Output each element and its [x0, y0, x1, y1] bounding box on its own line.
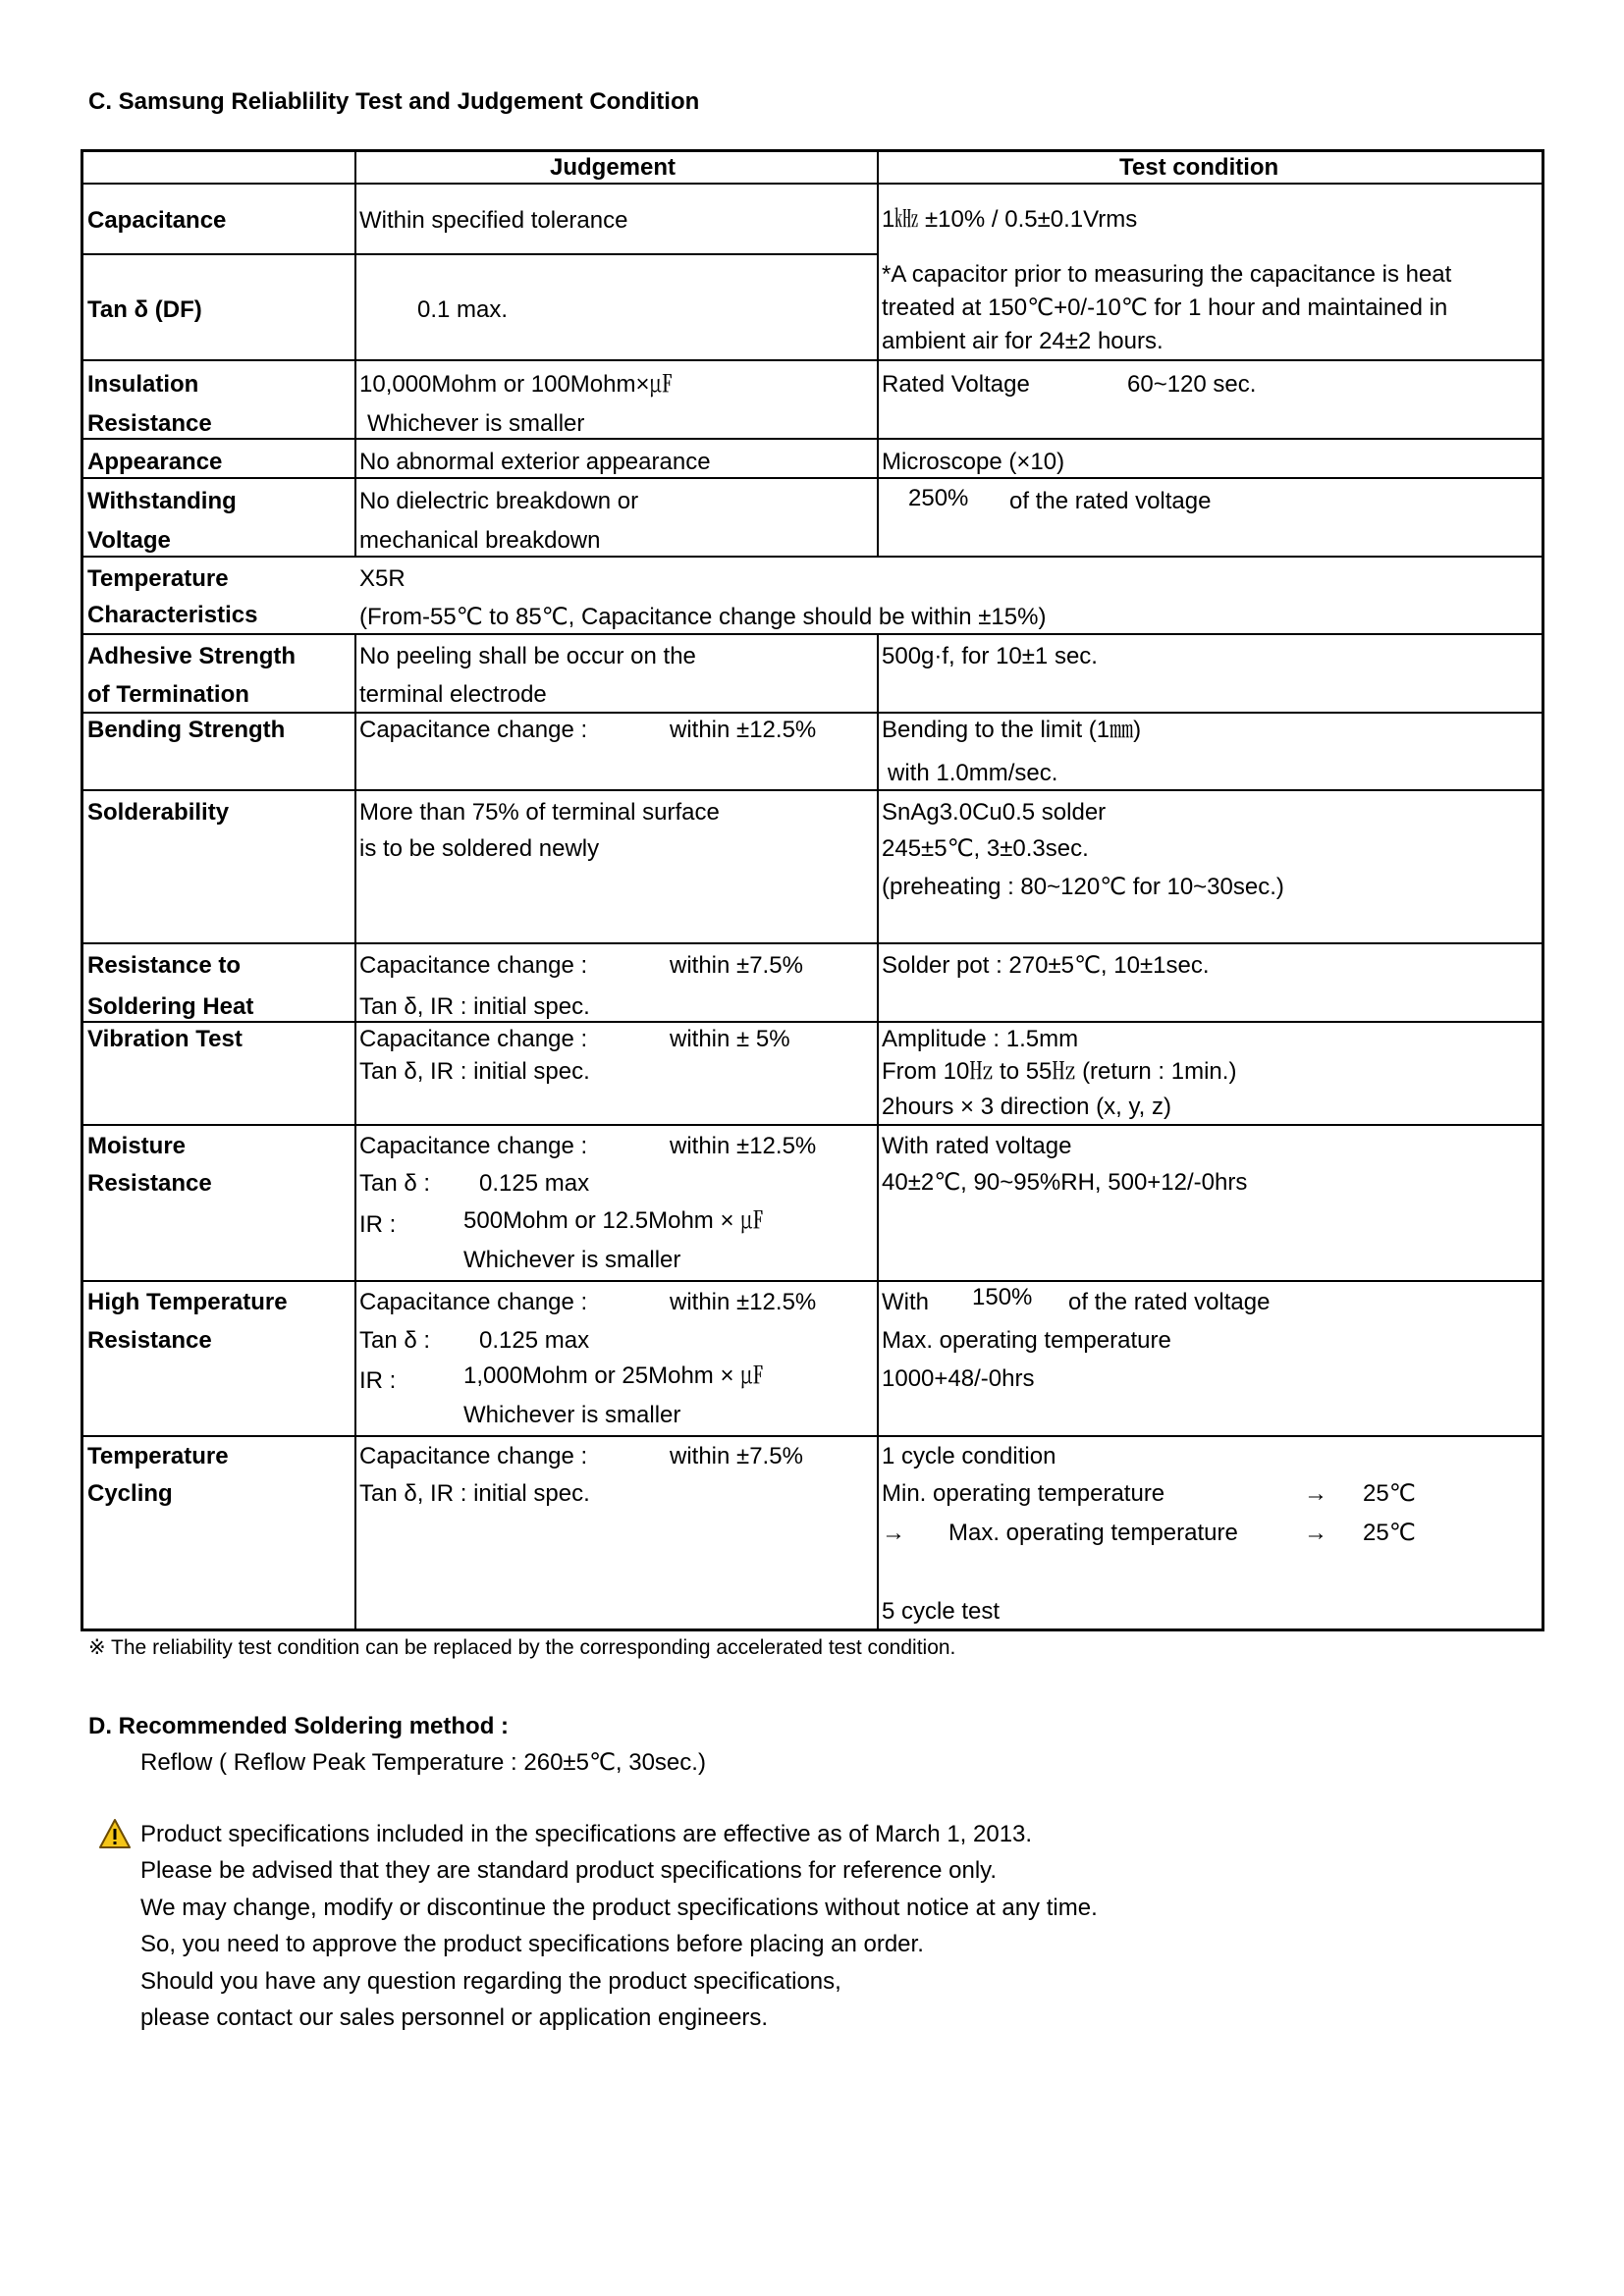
notice-line: Product specifications included in the specifications are effective as of March 1, 2013.: [140, 1821, 1033, 1847]
table-divider-2a: [877, 149, 879, 557]
table-divider-1a: [354, 149, 356, 557]
row-line: [81, 942, 1544, 944]
bending-condition: Bending to the limit (1㎜): [882, 717, 1142, 743]
adhesive-condition: 500g·f, for 10±1 sec.: [882, 643, 1098, 669]
insulation-judgement-2: Whichever is smaller: [367, 410, 585, 437]
table-border-bottom: [81, 1629, 1544, 1631]
header-test-condition: Test condition: [1119, 154, 1279, 181]
moisture-judgement-value: within ±12.5%: [670, 1133, 817, 1159]
resistance-heat-judgement-value: within ±7.5%: [670, 952, 803, 979]
temperature-characteristics-text: (From-55℃ to 85℃, Capacitance change should be within ±15%): [359, 604, 1047, 630]
arrow-icon: →: [882, 1520, 905, 1546]
table-border-top: [81, 149, 1544, 152]
row-label-insulation: Insulation: [87, 371, 199, 398]
bending-judgement: Capacitance change :: [359, 717, 588, 743]
row-label-insulation-2: Resistance: [87, 410, 212, 437]
insulation-judgement: 10,000Mohm or 100Mohm×㎌: [359, 371, 674, 398]
vibration-condition-3: 2hours × 3 direction (x, y, z): [882, 1094, 1172, 1120]
row-label-moisture: Moisture: [87, 1133, 187, 1159]
vibration-judgement-2: Tan δ, IR : initial spec.: [359, 1058, 590, 1085]
row-line: [81, 253, 877, 255]
vibration-judgement: Capacitance change :: [359, 1026, 588, 1052]
row-line: [81, 633, 1544, 635]
row-label-adhesive: Adhesive Strength: [87, 643, 297, 669]
row-label-bending: Bending Strength: [87, 717, 286, 743]
solderability-condition-3: (preheating : 80~120℃ for 10~30sec.): [882, 874, 1284, 900]
high-temp-tan-value: 0.125 max: [479, 1327, 590, 1354]
temp-cycling-judgement-2: Tan δ, IR : initial spec.: [359, 1480, 590, 1507]
high-temp-condition-3: 1000+48/-0hrs: [882, 1365, 1035, 1392]
row-line: [81, 477, 1544, 479]
arrow-icon: →: [1304, 1480, 1327, 1507]
notice-line: We may change, modify or discontinue the product specifications without notice at any time.: [140, 1895, 1098, 1921]
temp-cycling-condition-2: Min. operating temperature: [882, 1480, 1165, 1507]
row-line: [81, 359, 1544, 361]
temperature-characteristics-type: X5R: [359, 565, 406, 592]
solderability-condition: SnAg3.0Cu0.5 solder: [882, 799, 1107, 826]
tan-delta-condition-line: *A capacitor prior to measuring the capacitance is heat: [882, 261, 1452, 288]
section-d-title: D. Recommended Soldering method :: [88, 1713, 510, 1739]
table-divider-2b: [877, 633, 879, 1631]
row-label-resistance-heat: Resistance to: [87, 952, 242, 979]
row-label-adhesive-2: of Termination: [87, 681, 249, 708]
high-temp-condition-2: Max. operating temperature: [882, 1327, 1171, 1354]
temp-cycling-judgement-value: within ±7.5%: [670, 1443, 803, 1469]
vibration-condition: Amplitude : 1.5mm: [882, 1026, 1079, 1052]
resistance-heat-condition: Solder pot : 270±5℃, 10±1sec.: [882, 952, 1210, 979]
tan-delta-condition-line: treated at 150℃+0/-10℃ for 1 hour and maintained in: [882, 294, 1448, 321]
row-line: [81, 1124, 1544, 1126]
row-label-temperature-characteristics: Temperature: [87, 565, 229, 592]
moisture-condition: With rated voltage: [882, 1133, 1072, 1159]
notice-line: So, you need to approve the product specifications before placing an order.: [140, 1931, 924, 1957]
appearance-judgement: No abnormal exterior appearance: [359, 449, 711, 475]
row-label-vibration: Vibration Test: [87, 1026, 243, 1052]
row-line: [81, 1435, 1544, 1437]
row-label-capacitance: Capacitance: [87, 207, 227, 234]
moisture-tan-label: Tan δ :: [359, 1170, 431, 1197]
resistance-heat-judgement: Capacitance change :: [359, 952, 588, 979]
notice-line: Please be advised that they are standard product specifications for reference only.: [140, 1857, 998, 1884]
appearance-condition: Microscope (×10): [882, 449, 1065, 475]
row-label-solderability: Solderability: [87, 799, 230, 826]
table-border-right: [1542, 149, 1544, 1631]
row-label-withstanding: Withstanding: [87, 488, 237, 514]
capacitance-condition: 1㎑ ±10% / 0.5±0.1Vrms: [882, 206, 1138, 233]
footnote: ※ The reliability test condition can be replaced by the corresponding accelerated test condition.: [88, 1636, 956, 1659]
withstanding-condition: of the rated voltage: [1009, 488, 1212, 514]
row-label-tan-delta: Tan δ (DF): [87, 296, 202, 323]
adhesive-judgement: No peeling shall be occur on the: [359, 643, 696, 669]
row-label-temperature-characteristics-2: Characteristics: [87, 602, 258, 628]
high-temp-tan-label: Tan δ :: [359, 1327, 431, 1354]
vibration-judgement-value: within ± 5%: [670, 1026, 790, 1052]
temp-cycling-temp: 25℃: [1363, 1480, 1416, 1507]
solderability-judgement: More than 75% of terminal surface: [359, 799, 720, 826]
solderability-condition-2: 245±5℃, 3±0.3sec.: [882, 835, 1089, 862]
high-temp-ir-label: IR :: [359, 1367, 397, 1394]
high-temp-judgement: Capacitance change :: [359, 1289, 588, 1315]
resistance-heat-judgement-2: Tan δ, IR : initial spec.: [359, 993, 590, 1020]
withstanding-condition-pct: 250%: [908, 485, 969, 511]
high-temp-condition: of the rated voltage: [1068, 1289, 1271, 1315]
arrow-icon: →: [1304, 1520, 1327, 1546]
row-label-moisture-2: Resistance: [87, 1170, 212, 1197]
moisture-tan-value: 0.125 max: [479, 1170, 590, 1197]
vibration-condition-2: From 10㎐ to 55㎐ (return : 1min.): [882, 1058, 1237, 1085]
notice-line: Should you have any question regarding the product specifications,: [140, 1968, 841, 1995]
warning-icon: [98, 1818, 132, 1849]
moisture-condition-2: 40±2℃, 90~95%RH, 500+12/-0hrs: [882, 1169, 1248, 1196]
row-line: [81, 1280, 1544, 1282]
temp-cycling-condition-3: Max. operating temperature: [948, 1520, 1238, 1546]
moisture-judgement: Capacitance change :: [359, 1133, 588, 1159]
high-temp-condition-pct: 150%: [972, 1284, 1033, 1310]
row-line: [81, 712, 1544, 714]
row-line: [81, 183, 1544, 185]
capacitance-judgement: Within specified tolerance: [359, 207, 628, 234]
insulation-condition-time: 60~120 sec.: [1127, 371, 1257, 398]
notice-line: please contact our sales personnel or application engineers.: [140, 2004, 769, 2031]
row-label-temp-cycling: Temperature: [87, 1443, 229, 1469]
moisture-ir-label: IR :: [359, 1211, 397, 1238]
high-temp-condition-with: With: [882, 1289, 929, 1315]
row-label-appearance: Appearance: [87, 449, 223, 475]
row-label-temp-cycling-2: Cycling: [87, 1480, 173, 1507]
table-divider-1b: [354, 633, 356, 1631]
adhesive-judgement-2: terminal electrode: [359, 681, 547, 708]
row-line: [81, 1021, 1544, 1023]
temp-cycling-temp: 25℃: [1363, 1520, 1416, 1546]
row-line: [81, 438, 1544, 440]
row-label-resistance-heat-2: Soldering Heat: [87, 993, 254, 1020]
header-judgement: Judgement: [550, 154, 677, 181]
section-d-text: Reflow ( Reflow Peak Temperature : 260±5℃, 30sec.): [140, 1749, 706, 1776]
row-line: [81, 556, 1544, 558]
insulation-condition: Rated Voltage: [882, 371, 1030, 398]
moisture-ir-value: 500Mohm or 12.5Mohm × ㎌: [463, 1207, 765, 1234]
row-label-high-temp: High Temperature: [87, 1289, 288, 1315]
row-label-high-temp-2: Resistance: [87, 1327, 212, 1354]
withstanding-judgement: No dielectric breakdown or: [359, 488, 639, 514]
high-temp-ir-value: 1,000Mohm or 25Mohm × ㎌: [463, 1362, 765, 1389]
solderability-judgement-2: is to be soldered newly: [359, 835, 600, 862]
row-label-withstanding-2: Voltage: [87, 527, 171, 554]
table-border-left: [81, 149, 83, 1631]
withstanding-judgement-2: mechanical breakdown: [359, 527, 601, 554]
high-temp-ir-value-2: Whichever is smaller: [463, 1402, 681, 1428]
bending-condition-2: with 1.0mm/sec.: [888, 760, 1058, 786]
temp-cycling-condition-4: 5 cycle test: [882, 1598, 1001, 1625]
bending-judgement-value: within ±12.5%: [670, 717, 817, 743]
section-c-title: C. Samsung Reliablility Test and Judgement Condition: [88, 88, 700, 115]
temp-cycling-condition: 1 cycle condition: [882, 1443, 1056, 1469]
temp-cycling-judgement: Capacitance change :: [359, 1443, 588, 1469]
row-line: [81, 789, 1544, 791]
high-temp-judgement-value: within ±12.5%: [670, 1289, 817, 1315]
moisture-ir-value-2: Whichever is smaller: [463, 1247, 681, 1273]
tan-delta-condition-line: ambient air for 24±2 hours.: [882, 328, 1164, 354]
tan-delta-judgement: 0.1 max.: [417, 296, 509, 323]
